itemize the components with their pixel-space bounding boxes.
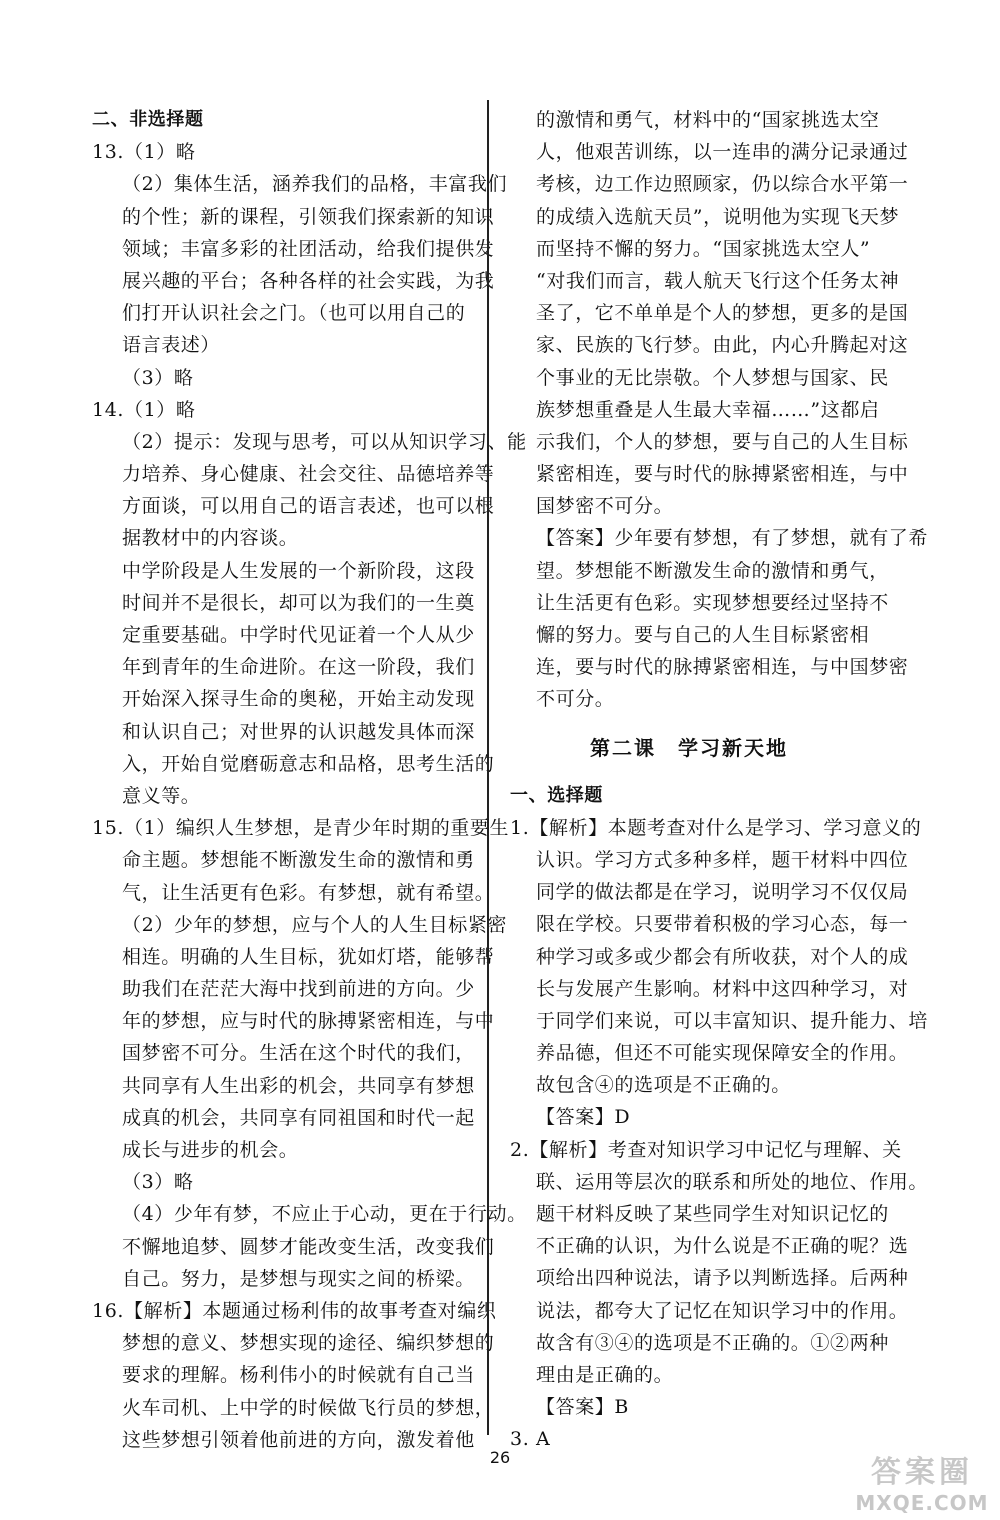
text-line: 中学阶段是人生发展的一个新阶段，这段 <box>122 559 475 582</box>
text-line: 紧密相连，要与时代的脉搏紧密相连，与中 <box>536 463 909 486</box>
text-line: 定重要基础。中学时代见证着一个人从少 <box>122 624 475 646</box>
text-line: 要求的理解。杨利伟小的时候就有自己当 <box>122 1364 475 1387</box>
text-line: 【答案】B <box>536 1396 629 1419</box>
text-line: 的个性；新的课程，引领我们探索新的知识 <box>122 205 495 228</box>
text-line: 3. A <box>510 1428 551 1451</box>
text-line: 家、民族的飞行梦。由此，内心升腾起对这 <box>536 334 909 357</box>
text-line: 理由是正确的。 <box>536 1363 674 1386</box>
text-line: 和认识自己；对世界的认识越发具体而深 <box>122 720 475 743</box>
text-line: 气，让生活更有色彩。有梦想，就有希望。 <box>122 881 495 904</box>
text-line: 意义等。 <box>122 784 201 807</box>
text-line: 入，开始自觉磨砺意志和品格，思考生活的 <box>122 752 495 775</box>
text-line: 不懈地追梦、圆梦才能改变生活，改变我们 <box>122 1235 495 1258</box>
text-line: 项给出四种说法，请予以判断选择。后两种 <box>536 1267 909 1290</box>
text-line: 示我们，个人的梦想，要与自己的人生目标 <box>536 430 909 453</box>
lesson-title: 第二课 学习新天地 <box>590 735 788 760</box>
text-line: 14.（1）略 <box>92 398 196 421</box>
text-line: 方面谈，可以用自己的语言表述，也可以根 <box>122 495 495 518</box>
text-line: （2）少年的梦想，应与个人的人生目标紧密 <box>122 913 508 936</box>
text-line: 个事业的无比崇敬。个人梦想与国家、民 <box>536 366 889 389</box>
watermark-text: 答案圈 <box>871 1455 973 1490</box>
text-line: 16.【解析】本题通过杨利伟的故事考查对编织 <box>92 1299 497 1322</box>
text-line: 据教材中的内容谈。 <box>122 527 299 550</box>
text-line: 国梦密不可分。 <box>536 495 674 518</box>
text-line: 懈的努力。要与自己的人生目标紧密相 <box>536 624 870 646</box>
text-line: 13.（1）略 <box>92 141 196 164</box>
text-line: 故含有③④的选项是不正确的。①②两种 <box>536 1331 889 1354</box>
section-heading: 一、选择题 <box>510 784 603 806</box>
text-line: 助我们在茫茫大海中找到前进的方向。少 <box>122 978 475 1001</box>
text-line: 连，要与时代的脉搏紧密相连，与中国梦密 <box>536 656 909 679</box>
text-line: 不正确的认识，为什么说是不正确的呢？选 <box>536 1235 909 1258</box>
right-column <box>510 104 929 1456</box>
text-line: 限在学校。只要带着积极的学习心态，每一 <box>536 913 909 936</box>
text-line: 【答案】D <box>536 1106 631 1129</box>
text-line: 长与发展产生影响。材料中这四种学习，对 <box>536 977 909 1000</box>
text-line: （3）略 <box>122 366 194 389</box>
text-line: 说法，都夸大了记忆在知识学习中的作用。 <box>536 1299 909 1322</box>
text-line: 而坚持不懈的努力。“国家挑选太空人” <box>536 237 871 260</box>
text-line: 这些梦想引领着他前进的方向，激发着他 <box>122 1428 475 1451</box>
text-line: 成长与进步的机会。 <box>122 1139 299 1161</box>
text-line: 同学的做法都是在学习，说明学习不仅仅局 <box>536 881 909 904</box>
text-line: 自己。努力，是梦想与现实之间的桥梁。 <box>122 1267 475 1290</box>
text-line: （3）略 <box>122 1171 194 1194</box>
text-line: 力培养、身心健康、社会交往、品德培养等 <box>122 463 495 486</box>
text-line: 望。梦想能不断激发生命的激情和勇气， <box>536 559 889 582</box>
column-divider <box>487 100 489 1435</box>
text-line: 相连。明确的人生目标，犹如灯塔，能够帮 <box>122 945 495 968</box>
section-heading: 二、非选择题 <box>92 109 204 130</box>
text-line: 语言表述） <box>122 334 221 357</box>
page-number: 26 <box>489 1448 511 1467</box>
text-line: 族梦想重叠是人生最大幸福……”这都启 <box>536 398 880 421</box>
text-line: “对我们而言，载人航天飞行这个任务太神 <box>536 269 900 292</box>
text-line: 梦想的意义、梦想实现的途径、编织梦想的 <box>122 1332 495 1355</box>
text-line: 的激情和勇气，材料中的“国家挑选太空 <box>536 109 880 131</box>
text-line: 成真的机会，共同享有同祖国和时代一起 <box>122 1106 475 1129</box>
text-line: 联、运用等层次的联系和所处的地位、作用。 <box>536 1170 929 1193</box>
text-line: 养品德，但还不可能实现保障安全的作用。 <box>536 1042 909 1065</box>
text-line: 共同享有人生出彩的机会，共同享有梦想 <box>122 1074 475 1097</box>
text-line: （4）少年有梦，不应止于心动，更在于行动。 <box>122 1203 527 1226</box>
text-line: 考核，边工作边照顾家，仍以综合水平第一 <box>536 173 909 196</box>
left-column <box>92 104 527 1456</box>
text-line: 【答案】少年要有梦想，有了梦想，就有了希 <box>536 527 929 550</box>
text-line: 的成绩入选航天员”，说明他为实现飞天梦 <box>536 205 900 228</box>
text-line: 命主题。梦想能不断激发生命的激情和勇 <box>122 849 475 872</box>
text-line: 于同学们来说，可以丰富知识、提升能力、培 <box>536 1009 929 1032</box>
text-line: 火车司机、上中学的时候做飞行员的梦想， <box>122 1396 495 1419</box>
text-line: 让生活更有色彩。实现梦想要经过坚持不 <box>536 591 889 614</box>
text-line: 领域；丰富多彩的社团活动，给我们提供发 <box>122 237 495 260</box>
text-line: 1.【解析】本题考查对什么是学习、学习意义的 <box>510 816 922 839</box>
text-line: 15.（1）编织人生梦想，是青少年时期的重要生 <box>92 817 510 840</box>
text-line: 种学习或多或少都会有所收获，对个人的成 <box>536 945 909 968</box>
text-line: 认识。学习方式多种多样，题干材料中四位 <box>536 848 909 871</box>
watermark-logo <box>848 1455 996 1517</box>
text-line: 不可分。 <box>536 688 615 711</box>
text-line: 们打开认识社会之门。（也可以用自己的 <box>122 302 466 325</box>
watermark-domain: MXQE.COM <box>855 1491 989 1515</box>
text-line: 开始深入探寻生命的奥秘，开始主动发现 <box>122 688 475 711</box>
text-line: 人，他艰苦训练，以一连串的满分记录通过 <box>536 141 909 164</box>
text-line: 国梦密不可分。生活在这个时代的我们， <box>122 1042 475 1065</box>
text-line: 展兴趣的平台；各种各样的社会实践，为我 <box>122 269 495 292</box>
text-line: （2）集体生活，涵养我们的品格，丰富我们 <box>122 173 508 196</box>
text-line: （2）提示：发现与思考，可以从知识学习、能 <box>122 430 527 453</box>
text-line: 年的梦想，应与时代的脉搏紧密相连，与中 <box>122 1010 495 1033</box>
text-line: 题干材料反映了某些同学生对知识记忆的 <box>536 1203 889 1225</box>
text-line: 圣了，它不单单是个人的梦想，更多的是国 <box>536 302 909 325</box>
text-line: 故包含④的选项是不正确的。 <box>536 1074 791 1097</box>
text-line: 时间并不是很长，却可以为我们的一生奠 <box>122 591 475 614</box>
text-line: 2.【解析】考查对知识学习中记忆与理解、关 <box>510 1138 902 1161</box>
text-line: 年到青年的生命进阶。在这一阶段，我们 <box>122 656 475 679</box>
